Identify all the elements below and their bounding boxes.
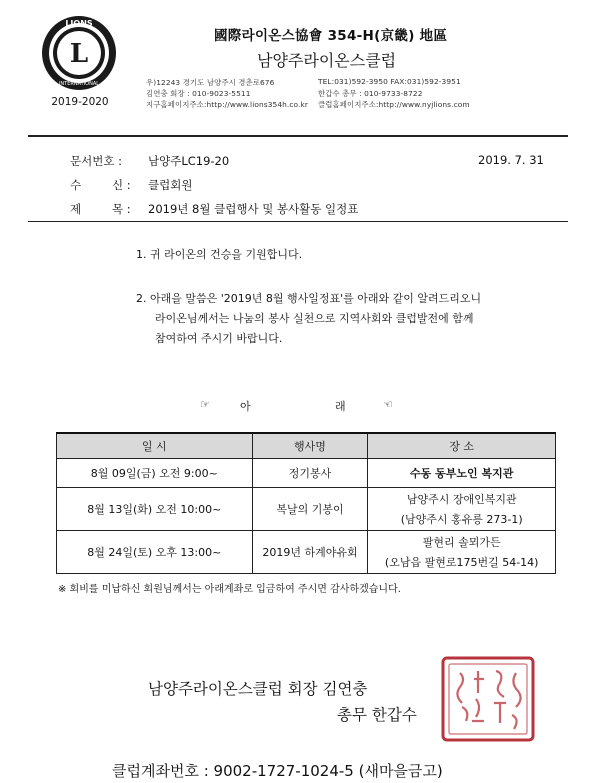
- recipient-label-2: 신 :: [112, 178, 131, 192]
- body-item-2-line-1: 2. 아래을 말씀은 '2019년 8월 행사일정표'를 아래와 같이 알려드리오니: [136, 292, 482, 305]
- row-place-address: (남양주시 홍유릉 273-1): [400, 513, 523, 526]
- lions-logo: [40, 14, 118, 92]
- row-place-name: 남양주시 장애인복지관: [406, 493, 517, 506]
- header-datetime: 일 시: [57, 433, 253, 459]
- club-title: 남양주라이온스클럽: [257, 51, 397, 70]
- payment-note: ※ 회비를 미납하신 회원님께서는 아래계좌로 입금하여 주시면 감사하겠습니다.: [58, 584, 401, 595]
- header-divider: [28, 135, 568, 137]
- row-event: 2019년 하계야유회: [252, 531, 368, 574]
- header-place: 장 소: [368, 433, 556, 459]
- table-row: [57, 459, 556, 488]
- row-place-name: 팔현리 솔뫼가든: [422, 536, 501, 549]
- body-item-2-line-3: 참여하여 주시기 바랍니다.: [155, 332, 283, 345]
- signature-president: 남양주라이온스클럽 회장 김연충: [148, 680, 368, 698]
- club-site-link[interactable]: 클럽홈페이지주소:http://www.nyjlions.com: [318, 100, 470, 109]
- docnum-value: 남양주LC19-20: [148, 154, 230, 168]
- district-site-link[interactable]: 지구홈페이지주소:http://www.lions354h.co.kr: [146, 100, 308, 109]
- row-place-address: (오남읍 팔현로175번길 54-14): [384, 556, 539, 569]
- body-item-2-line-2: 라이온님께서는 나눔의 봉사 실천으로 지역사회와 클럽발전에 함께: [155, 312, 474, 325]
- row-event: 복날의 기봉이: [252, 488, 368, 531]
- row-place: [368, 531, 556, 574]
- table-row: [57, 488, 556, 531]
- secretary-contact: 한갑수 총무 : 010-9733-8722: [318, 89, 423, 98]
- signature-secretary: 총무 한갑수: [337, 706, 417, 724]
- logo-letter: L: [69, 39, 89, 69]
- bank-account: 클럽계좌번호 : 9002-1727-1024-5 (새마을금고): [112, 762, 443, 780]
- subject-value: 2019년 8월 클럽행사 및 봉사활동 일정표: [148, 202, 359, 216]
- schedule-table: [56, 432, 556, 574]
- document-date: 2019. 7. 31: [478, 153, 544, 167]
- recipient-label-1: 수: [70, 178, 82, 192]
- subject-label-2: 목 :: [112, 202, 131, 216]
- meta-divider: [28, 221, 568, 222]
- recipient-value: 클럽회원: [148, 178, 193, 192]
- below-char-2: 래: [335, 400, 346, 413]
- docnum-label: 문서번호 :: [70, 154, 122, 168]
- table-header-row: [57, 433, 556, 459]
- row-datetime: 8월 09일(금) 오전 9:00~: [57, 459, 253, 488]
- logo-text: LIONS: [65, 19, 93, 28]
- year-label: 2019-2020: [51, 96, 109, 108]
- row-datetime: 8월 24일(토) 오후 13:00~: [57, 531, 253, 574]
- header-event: 행사명: [252, 433, 368, 459]
- table-row: [57, 531, 556, 574]
- row-event: 정기봉사: [252, 459, 368, 488]
- club-seal-stamp: [440, 655, 536, 743]
- address-text: 우)12243 경기도 남양주시 경춘로676: [146, 78, 275, 87]
- org-title: 國際라이온스協會 354-H(京畿) 地區: [214, 28, 448, 44]
- subject-label-1: 제: [70, 202, 82, 216]
- hand-right-icon: ☜: [383, 398, 393, 411]
- row-place: [368, 488, 556, 531]
- below-char-1: 아: [240, 400, 251, 413]
- body-item-1: 1. 귀 라이온의 건승을 기원합니다.: [136, 248, 303, 261]
- logo-ring-text: INTERNATIONAL: [58, 81, 100, 87]
- tel-fax-text: TEL:031)592-3950 FAX:031)592-3951: [318, 77, 461, 86]
- hand-left-icon: ☞: [200, 398, 210, 411]
- row-datetime: 8월 13일(화) 오전 10:00~: [57, 488, 253, 531]
- row-place: 수동 동부노인 복지관: [368, 459, 556, 488]
- president-contact: 김연충 회장 : 010-9023-5511: [146, 89, 251, 98]
